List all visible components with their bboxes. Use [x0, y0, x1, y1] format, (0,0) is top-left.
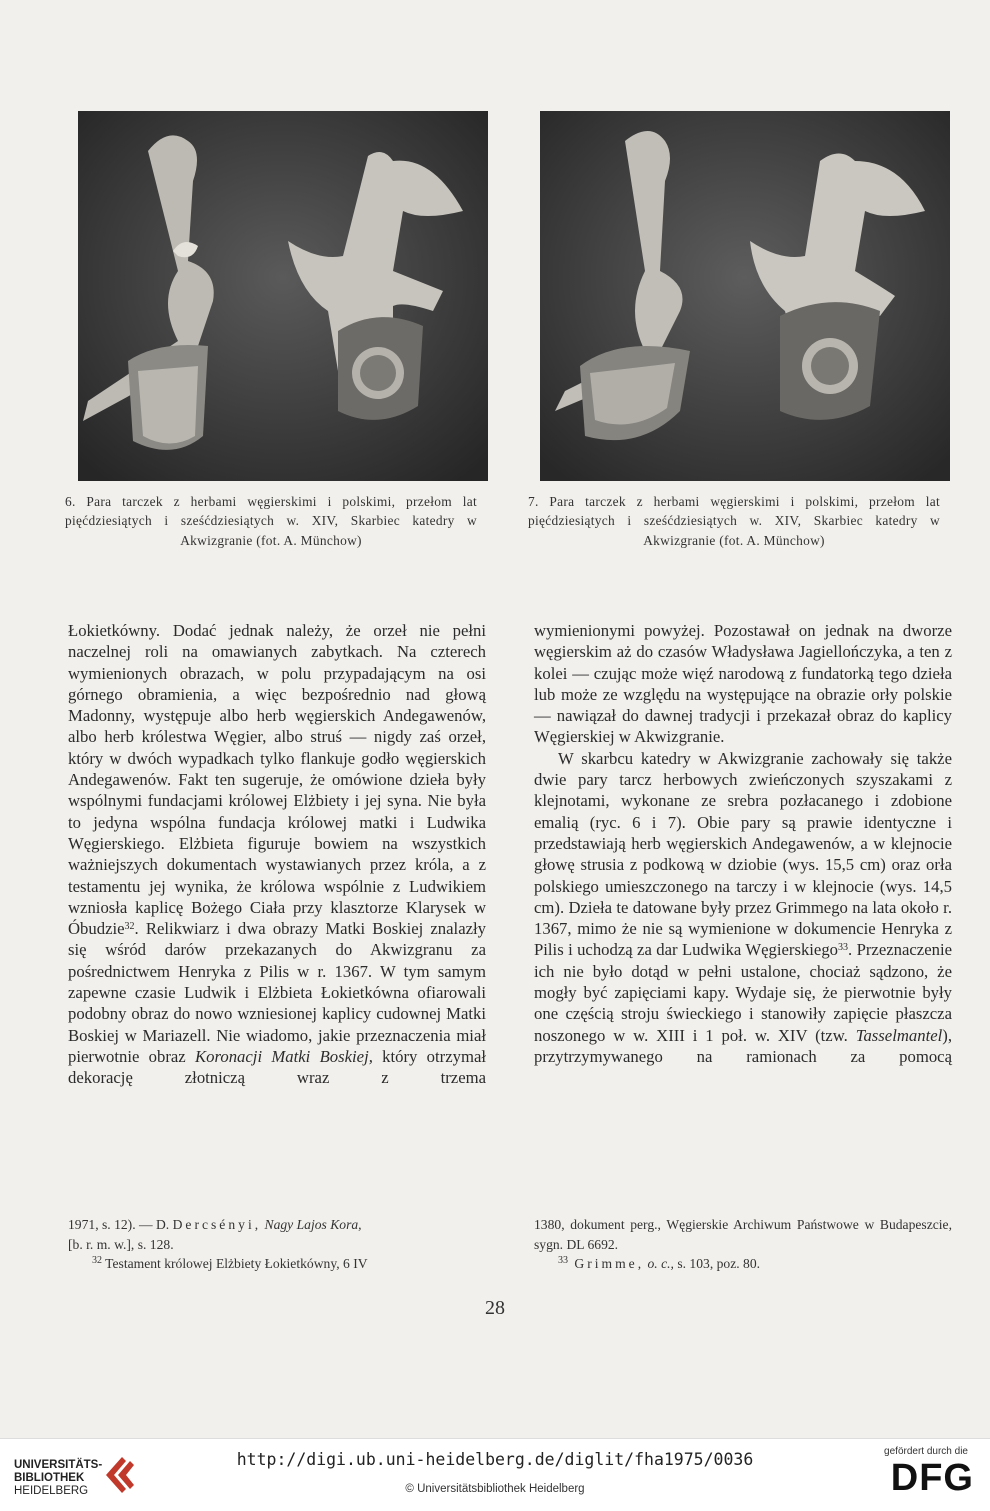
footnote-author: Grimme,: [568, 1256, 645, 1271]
footnote-continuation-2: [b. r. m. w.], s. 128.: [68, 1236, 174, 1252]
right-footnotes: [534, 1215, 952, 1274]
left-paragraph-part: który otrzymał dekorację złotniczą wraz z trzema: [68, 1046, 486, 1088]
left-paragraph-part: Łokietkówny. Dodać jednak należy, że orzeł nie pełni naczelnej roli na omawianych zabytkach. Na czterech wymienionych obrazach, w polu przypadającym na osi górnego obramienia, a więc bezpośrednio nad głową Madonny, występuje albo herb węgierskich Andegawenów, albo herb królestwa Węgier, albo struś — nigdy zaś orzeł, który w dwóch wypadkach tylko flankuje godło węgierskich Andegawenów. Fakt ten sugeruje, że omówione dzieła były wspólnymi fundacjami królowej Elżbiety i jej syna. Nie była to jedyna wspólna fundacja królowej matki i Ludwika Węgierskiego. Elżbieta figuruje bowiem na wszystkich ważniejszych dokumentach wystawianych przez króla, a z testamentu jej wynika, że królowa wspólnie z Ludwikiem wzniosła kaplicę Bożego Ciała przy klasztorze Klarysek w Óbudzie: [68, 621, 486, 939]
right-text-column: [534, 620, 952, 1067]
footnote-continuation: 1971, s. 12). — D.: [68, 1217, 173, 1232]
painting-title: Koronacji Matki Boskiej,: [195, 1046, 373, 1066]
footnote-op-cit: o. c.,: [644, 1256, 674, 1271]
footnote-number-32: 32: [92, 1255, 102, 1266]
sponsor-label: gefördert durch die: [884, 1446, 968, 1457]
right-paragraph-part: . Przeznaczenie ich nie było dotąd w pełni ustalone, chociaż sądzono, że mogły być zapięciami kapy. Wydaje się, że pierwotnie były one częścią stroju świeckiego i stanowiły zapięcie płaszcza noszonego w w. XIII i 1 poł. w. XIV (tzw.: [534, 940, 952, 1045]
document-url[interactable]: http://digi.ub.uni-heidelberg.de/diglit/fha1975/0036: [236, 1450, 754, 1469]
footnote-32-text: Testament królowej Elżbiety Łokietkówny, 6 IV: [102, 1256, 368, 1271]
footnote-number-33: 33: [558, 1255, 568, 1266]
footnote-33-text: s. 103, poz. 80.: [673, 1256, 761, 1271]
footnote-ref-33[interactable]: 33: [838, 942, 849, 954]
footnote-ref-32[interactable]: 32: [124, 921, 135, 933]
copyright-notice: © Universitätsbibliothek Heidelberg: [405, 1483, 585, 1495]
term-italic: Tasselmantel: [855, 1025, 943, 1045]
right-paragraph-part: ), przytrzymywanego na ramionach za pomocą: [534, 1025, 952, 1066]
dfg-logo[interactable]: DFG: [890, 1457, 974, 1499]
right-paragraph-part: W skarbcu katedry w Akwizgranie zachowały się także dwie pary tarcz herbowych zwieńczonych szyszakami z klejnotami, wykonane ze srebra pozłacanego i zdobione emalią (ryc. 6 i 7). Obie pary są prawie identyczne i przedstawiają herb węgierskich Andegawenów, a w klejnocie głowę strusia z podkową w dziobie (wys. 15,5 cm) oraz orła polskiego umieszczonego na tarczy i w klejnocie (wys. 14,5 cm). Dzieła te datowane były przez Grimmego na lata około r. 1367, mimo że nie są wymienione w dokumencie Henryka z Pilis i uchodzą za dar Ludwika Węgierskiego: [534, 748, 952, 960]
figure-6-photo: [78, 111, 488, 481]
left-paragraph-part: . Relikwiarz i dwa obrazy Matki Boskiej znalazły się wśród darów przekazanych do Akwizgranu za pośrednictwem Henryka z Pilis w r. 1367. W tym samym zapewne czasie Ludwik i Elżbieta Łokietkówna ofiarowali podobny obraz do nowo wzniesionej kaplicy cudownej Matki Boskiej w Mariazell. Nie wiadomo, jakie przeznaczenia miał pierwotnie obraz: [68, 919, 486, 1066]
library-name-line: BIBLIOTHEK: [14, 1472, 85, 1484]
library-name-line: UNIVERSITÄTS-: [14, 1459, 103, 1471]
footnote-continuation: 1380, dokument perg., Węgierskie Archiwum Państwowe w Budapeszcie, sygn. DL 6692.: [534, 1217, 952, 1252]
figure-7-caption: 7. Para tarczek z herbami węgierskimi i polskimi, przełom lat pięćdziesiątych i sześćdziesiątych w. XIV, Skarbiec katedry w Akwizgranie (fot. A. Münchow): [528, 494, 940, 548]
page-number: 28: [485, 1297, 505, 1319]
right-paragraph-1: wymienionymi powyżej. Pozostawał on jednak na dworze węgierskim aż do czasów Władysława Jagiellończyka, a ten z kolei — czując może więź narodową z fundatorką tego dzieła lub może ze względu na występujące na obrazie orły polskie — nawiązał do dawnej tradycji i przekazał obraz do kaplicy Węgierskiej w Akwizgranie.: [534, 621, 952, 747]
left-footnotes: [68, 1215, 486, 1274]
figure-7-photo: [540, 111, 950, 481]
footer-bar: [0, 1438, 990, 1511]
figure-6-caption: 6. Para tarczek z herbami węgierskimi i polskimi, przełom lat pięćdziesiątych i sześćdziesiątych w. XIV, Skarbiec katedry w Akwizgranie (fot. A. Münchow): [65, 494, 477, 548]
footnote-title: Nagy Lajos Kora,: [261, 1217, 362, 1232]
library-name-line: HEIDELBERG: [14, 1485, 89, 1497]
left-text-column: [68, 620, 486, 1089]
footnote-author: Dercsényi,: [172, 1217, 262, 1232]
